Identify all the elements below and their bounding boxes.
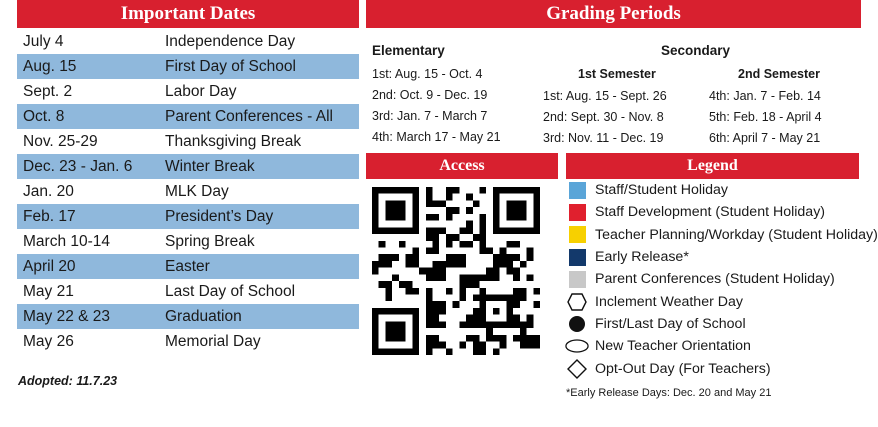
legend-item xyxy=(565,290,875,312)
event-cell: Last Day of School xyxy=(165,282,296,300)
date-cell: July 4 xyxy=(23,32,64,50)
date-row xyxy=(17,179,359,204)
legend-item xyxy=(565,335,875,357)
circle-icon xyxy=(565,313,589,335)
oval-icon xyxy=(565,335,589,357)
date-row xyxy=(17,129,359,154)
legend-label: Teacher Planning/Workday (Student Holiday) xyxy=(595,226,878,243)
grading-periods-header: Grading Periods xyxy=(366,0,861,28)
legend-item xyxy=(565,268,875,290)
color-swatch xyxy=(565,179,589,201)
legend-label: Inclement Weather Day xyxy=(595,293,743,310)
secondary-heading: Secondary xyxy=(661,43,731,58)
date-row xyxy=(17,154,359,179)
color-swatch xyxy=(565,201,589,223)
event-cell: Independence Day xyxy=(165,32,296,50)
elementary-period: 4th: March 17 - May 21 xyxy=(372,130,501,144)
diamond-icon xyxy=(565,358,589,380)
legend-label: First/Last Day of School xyxy=(595,315,746,332)
semester2-periods xyxy=(709,86,822,149)
legend-item xyxy=(565,357,875,379)
important-dates-header: Important Dates xyxy=(17,0,359,28)
legend-item xyxy=(565,179,875,201)
date-cell: Oct. 8 xyxy=(23,107,65,125)
event-cell: President’s Day xyxy=(165,207,274,225)
event-cell: Easter xyxy=(165,257,210,275)
date-cell: Aug. 15 xyxy=(23,57,77,75)
event-cell: MLK Day xyxy=(165,182,229,200)
date-row xyxy=(17,229,359,254)
date-cell: May 21 xyxy=(23,282,74,300)
qr-code-icon[interactable] xyxy=(372,187,540,355)
date-row xyxy=(17,304,359,329)
event-cell: Winter Break xyxy=(165,157,255,175)
event-cell: Thanksgiving Break xyxy=(165,132,302,150)
access-header: Access xyxy=(366,153,558,179)
date-cell: Nov. 25-29 xyxy=(23,132,98,150)
date-row xyxy=(17,204,359,229)
date-cell: May 26 xyxy=(23,332,74,350)
elementary-heading: Elementary xyxy=(372,43,445,58)
date-cell: Dec. 23 - Jan. 6 xyxy=(23,157,133,175)
date-row xyxy=(17,104,359,129)
date-cell: Feb. 17 xyxy=(23,207,76,225)
date-row xyxy=(17,254,359,279)
legend-label: New Teacher Orientation xyxy=(595,338,751,355)
legend-label: Parent Conferences (Student Holiday) xyxy=(595,271,835,288)
semester1-period: 1st: Aug. 15 - Sept. 26 xyxy=(543,89,667,103)
legend-label: Opt-Out Day (For Teachers) xyxy=(595,360,771,377)
hexagon-icon xyxy=(565,291,589,313)
semester2-period: 6th: April 7 - May 21 xyxy=(709,131,821,145)
legend-list xyxy=(565,179,878,380)
legend-label: Staff Development (Student Holiday) xyxy=(595,204,826,221)
elementary-periods xyxy=(372,64,501,148)
semester1-period: 3rd: Nov. 11 - Dec. 19 xyxy=(543,131,664,145)
event-cell: Labor Day xyxy=(165,82,237,100)
date-row xyxy=(17,29,359,54)
color-swatch xyxy=(565,224,589,246)
legend-label: Staff/Student Holiday xyxy=(595,182,729,199)
date-cell: Jan. 20 xyxy=(23,182,74,200)
semester1-periods xyxy=(543,86,667,149)
legend-item xyxy=(565,313,875,335)
date-cell: March 10-14 xyxy=(23,232,111,250)
date-cell: May 22 & 23 xyxy=(23,307,111,325)
legend-header: Legend xyxy=(566,153,859,179)
legend-item xyxy=(565,224,878,246)
date-row xyxy=(17,279,359,304)
important-dates-table xyxy=(17,29,359,354)
color-swatch xyxy=(565,268,589,290)
semester1-heading: 1st Semester xyxy=(578,67,656,81)
legend-item xyxy=(565,246,875,268)
semester2-heading: 2nd Semester xyxy=(738,67,820,81)
event-cell: Parent Conferences - All xyxy=(165,107,334,125)
elementary-period: 3rd: Jan. 7 - March 7 xyxy=(372,109,488,123)
event-cell: Memorial Day xyxy=(165,332,261,350)
date-row xyxy=(17,79,359,104)
elementary-period: 2nd: Oct. 9 - Dec. 19 xyxy=(372,88,488,102)
date-cell: Sept. 2 xyxy=(23,82,73,100)
early-release-footnote: *Early Release Days: Dec. 20 and May 21 xyxy=(566,387,772,399)
date-row xyxy=(17,54,359,79)
event-cell: Spring Break xyxy=(165,232,255,250)
color-swatch xyxy=(565,246,589,268)
elementary-period: 1st: Aug. 15 - Oct. 4 xyxy=(372,67,483,81)
adopted-date: Adopted: 11.7.23 xyxy=(18,374,118,388)
event-cell: Graduation xyxy=(165,307,242,325)
semester1-period: 2nd: Sept. 30 - Nov. 8 xyxy=(543,110,664,124)
date-cell: April 20 xyxy=(23,257,76,275)
event-cell: First Day of School xyxy=(165,57,296,75)
semester2-period: 4th: Jan. 7 - Feb. 14 xyxy=(709,89,821,103)
semester2-period: 5th: Feb. 18 - April 4 xyxy=(709,110,822,124)
legend-item xyxy=(565,201,875,223)
legend-label: Early Release* xyxy=(595,249,689,266)
date-row xyxy=(17,329,359,354)
